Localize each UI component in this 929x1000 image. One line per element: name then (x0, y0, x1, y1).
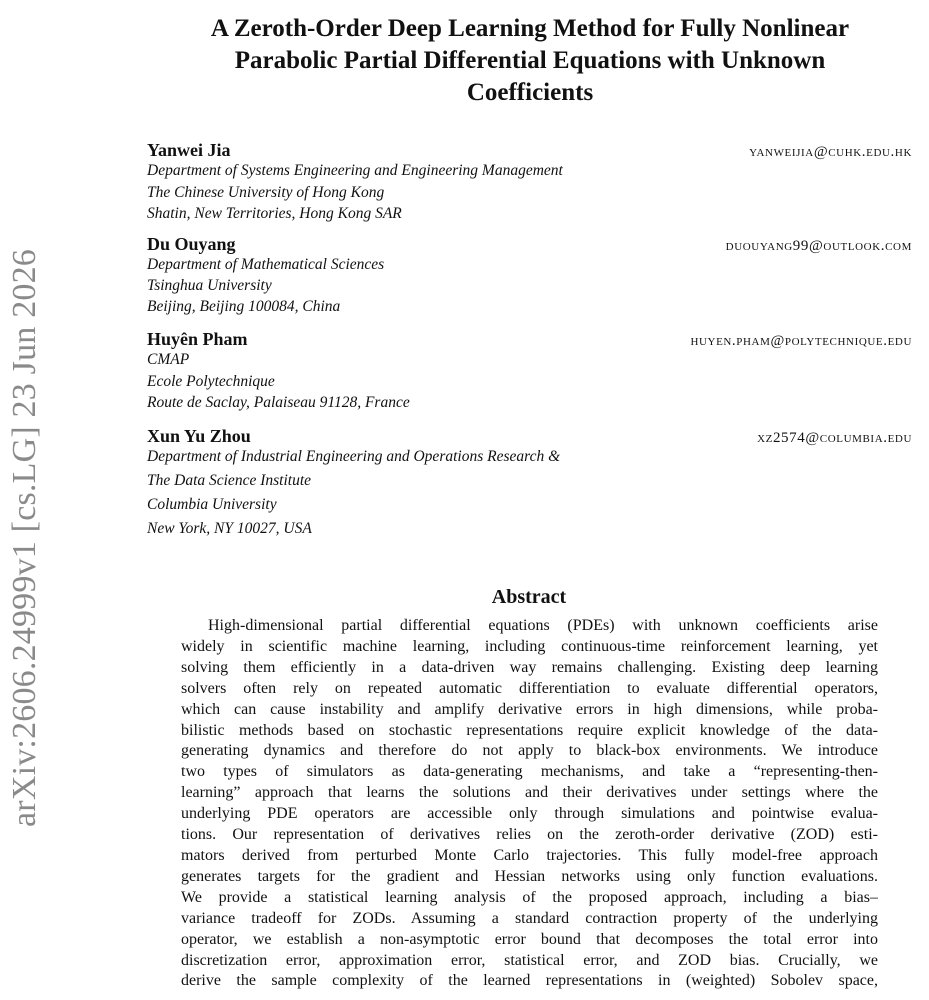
author-name: Du Ouyang (147, 234, 236, 254)
abstract-line: discretization error, approximation error, statistical error, and ZOD bias. Crucially, we (181, 951, 878, 969)
abstract-body (181, 616, 878, 992)
author-name: Huyên Pham (147, 329, 248, 349)
abstract-line: widely in scientific machine learning, including continuous-time reinforcement learning, yet (181, 637, 878, 655)
author-block (147, 140, 912, 227)
affiliation-line: The Chinese University of Hong Kong (147, 183, 385, 201)
author-email: yanweijia@cuhk.edu.hk (749, 144, 912, 160)
author-email: xz2574@columbia.edu (757, 430, 912, 446)
abstract-line: which can cause instability and amplify derivative errors in high dimensions, while proba- (181, 700, 878, 718)
arxiv-identifier-stamp (0, 228, 50, 848)
title-line: Parabolic Partial Differential Equations with Unknown (234, 47, 826, 74)
affiliation-line: The Data Science Institute (147, 472, 311, 489)
title-line: Coefficients (466, 79, 594, 106)
author-block (147, 329, 912, 416)
affiliation-line: New York, NY 10027, USA (147, 520, 312, 537)
paper-title (140, 13, 920, 109)
author-name: Yanwei Jia (147, 140, 231, 160)
abstract-line: operator, we establish a non-asymptotic error bound that decomposes the total error into (181, 930, 878, 948)
abstract-line: generating dynamics and therefore do not apply to black-box environments. We introduce (181, 742, 878, 760)
author-email: huyen.pham@polytechnique.edu (690, 333, 912, 349)
title-line: A Zeroth-Order Deep Learning Method for Fully Nonlinear (210, 15, 850, 42)
abstract-line: High-dimensional partial differential equations (PDEs) with unknown coefficients arise (208, 617, 878, 634)
affiliation-line: CMAP (147, 351, 190, 368)
abstract-line: mators derived from perturbed Monte Carlo trajectories. This fully model-free approach (181, 846, 878, 864)
abstract-line: tions. Our representation of derivatives relies on the zeroth-order derivative (ZOD) esti- (181, 826, 878, 844)
affiliation-line: Department of Industrial Engineering and Operations Research & (147, 448, 561, 465)
author-email: duouyang99@outlook.com (725, 238, 912, 254)
author-name: Xun Yu Zhou (147, 426, 251, 446)
author-block (147, 234, 912, 319)
abstract-line: variance tradeoff for ZODs. Assuming a standard contraction property of the underlying (181, 909, 878, 927)
abstract-line: generates targets for the gradient and Hessian networks using only function evaluations. (181, 867, 878, 885)
abstract-line: We provide a statistical learning analysis of the proposed approach, including a bias– (181, 888, 878, 906)
affiliation-line: Ecole Polytechnique (147, 372, 275, 390)
affiliation-line: Beijing, Beijing 100084, China (147, 298, 341, 315)
abstract-line: two types of simulators as data-generating mechanisms, and take a “representing-then- (181, 763, 878, 781)
abstract-line: underlying PDE operators are accessible only through simulations and pointwise evalua- (181, 805, 878, 823)
affiliation-line: Shatin, New Territories, Hong Kong SAR (147, 205, 402, 222)
abstract-heading: Abstract (491, 586, 567, 608)
affiliation-line: Department of Systems Engineering and Engineering Management (147, 162, 563, 179)
affiliation-line: Columbia University (147, 496, 277, 513)
abstract-line: learning” approach that learns the solutions and their derivatives under settings where the (181, 784, 878, 802)
abstract-line: bilistic methods based on stochastic representations require explicit knowledge of the data- (181, 721, 878, 739)
author-block (147, 426, 912, 544)
arxiv-identifier-text: arXiv:2606.24999v1 [cs.LG] 23 Jun 2026 (6, 249, 44, 827)
affiliation-line: Tsinghua University (147, 277, 272, 294)
abstract-line: derive the sample complexity of the learned representations in (weighted) Sobolev space, (181, 972, 878, 990)
abstract-line: solving them efficiently in a data-driven way remains challenging. Existing deep learning (181, 658, 878, 676)
affiliation-line: Department of Mathematical Sciences (147, 256, 385, 273)
affiliation-line: Route de Saclay, Palaiseau 91128, France (147, 394, 410, 411)
abstract-line: solvers often rely on repeated automatic differentiation to evaluate differential operators, (181, 679, 878, 697)
